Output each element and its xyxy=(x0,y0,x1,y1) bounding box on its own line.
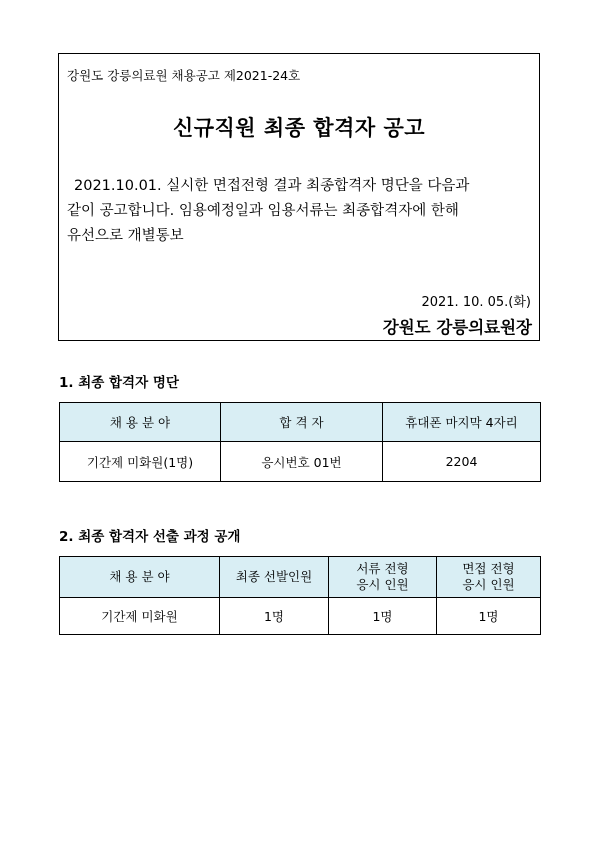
table-cell: 응시번호 01번 xyxy=(221,442,383,482)
table-header-row xyxy=(60,403,541,442)
table-header: 채 용 분 야 xyxy=(60,557,220,598)
notice-number: 강원도 강릉의료원 채용공고 제2021-24호 xyxy=(67,68,301,83)
notice-body-line: 유선으로 개별통보 xyxy=(67,228,184,244)
table-cell: 1명 xyxy=(437,598,541,635)
table-row xyxy=(60,442,541,482)
table-header xyxy=(437,557,541,598)
table-cell: 기간제 미화원 xyxy=(60,598,220,635)
notice-title: 신규직원 최종 합격자 공고 xyxy=(172,116,426,140)
table-cell: 기간제 미화원(1명) xyxy=(60,442,221,482)
notice-organization: 강원도 강릉의료원장 xyxy=(382,318,532,337)
table-header-line: 서류 전형 xyxy=(356,561,409,576)
table-header: 휴대폰 마지막 4자리 xyxy=(383,403,541,442)
section2-heading: 2. 최종 합격자 선출 과정 공개 xyxy=(59,529,241,545)
table-cell: 1명 xyxy=(220,598,329,635)
notice-box xyxy=(58,53,540,341)
notice-date: 2021. 10. 05.(화) xyxy=(421,295,531,310)
table-cell: 1명 xyxy=(329,598,437,635)
table-header xyxy=(329,557,437,598)
final-candidates-table xyxy=(59,402,541,482)
section1-heading: 1. 최종 합격자 명단 xyxy=(59,375,179,391)
notice-body xyxy=(67,174,533,249)
table-header: 합 격 자 xyxy=(221,403,383,442)
table-row xyxy=(60,598,541,635)
table-header-line: 면접 전형 xyxy=(462,561,515,576)
table-header: 최종 선발인원 xyxy=(220,557,329,598)
table-header-line: 응시 인원 xyxy=(462,577,515,592)
notice-body-line: 같이 공고합니다. 임용예정일과 임용서류는 최종합격자에 한해 xyxy=(67,203,459,219)
selection-process-table xyxy=(59,556,541,635)
table-header-line: 응시 인원 xyxy=(356,577,409,592)
table-header-row xyxy=(60,557,541,598)
table-header: 채 용 분 야 xyxy=(60,403,221,442)
table-cell: 2204 xyxy=(383,442,541,482)
notice-body-line: 2021.10.01. 실시한 면접전형 결과 최종합격자 명단을 다음과 xyxy=(74,178,470,194)
